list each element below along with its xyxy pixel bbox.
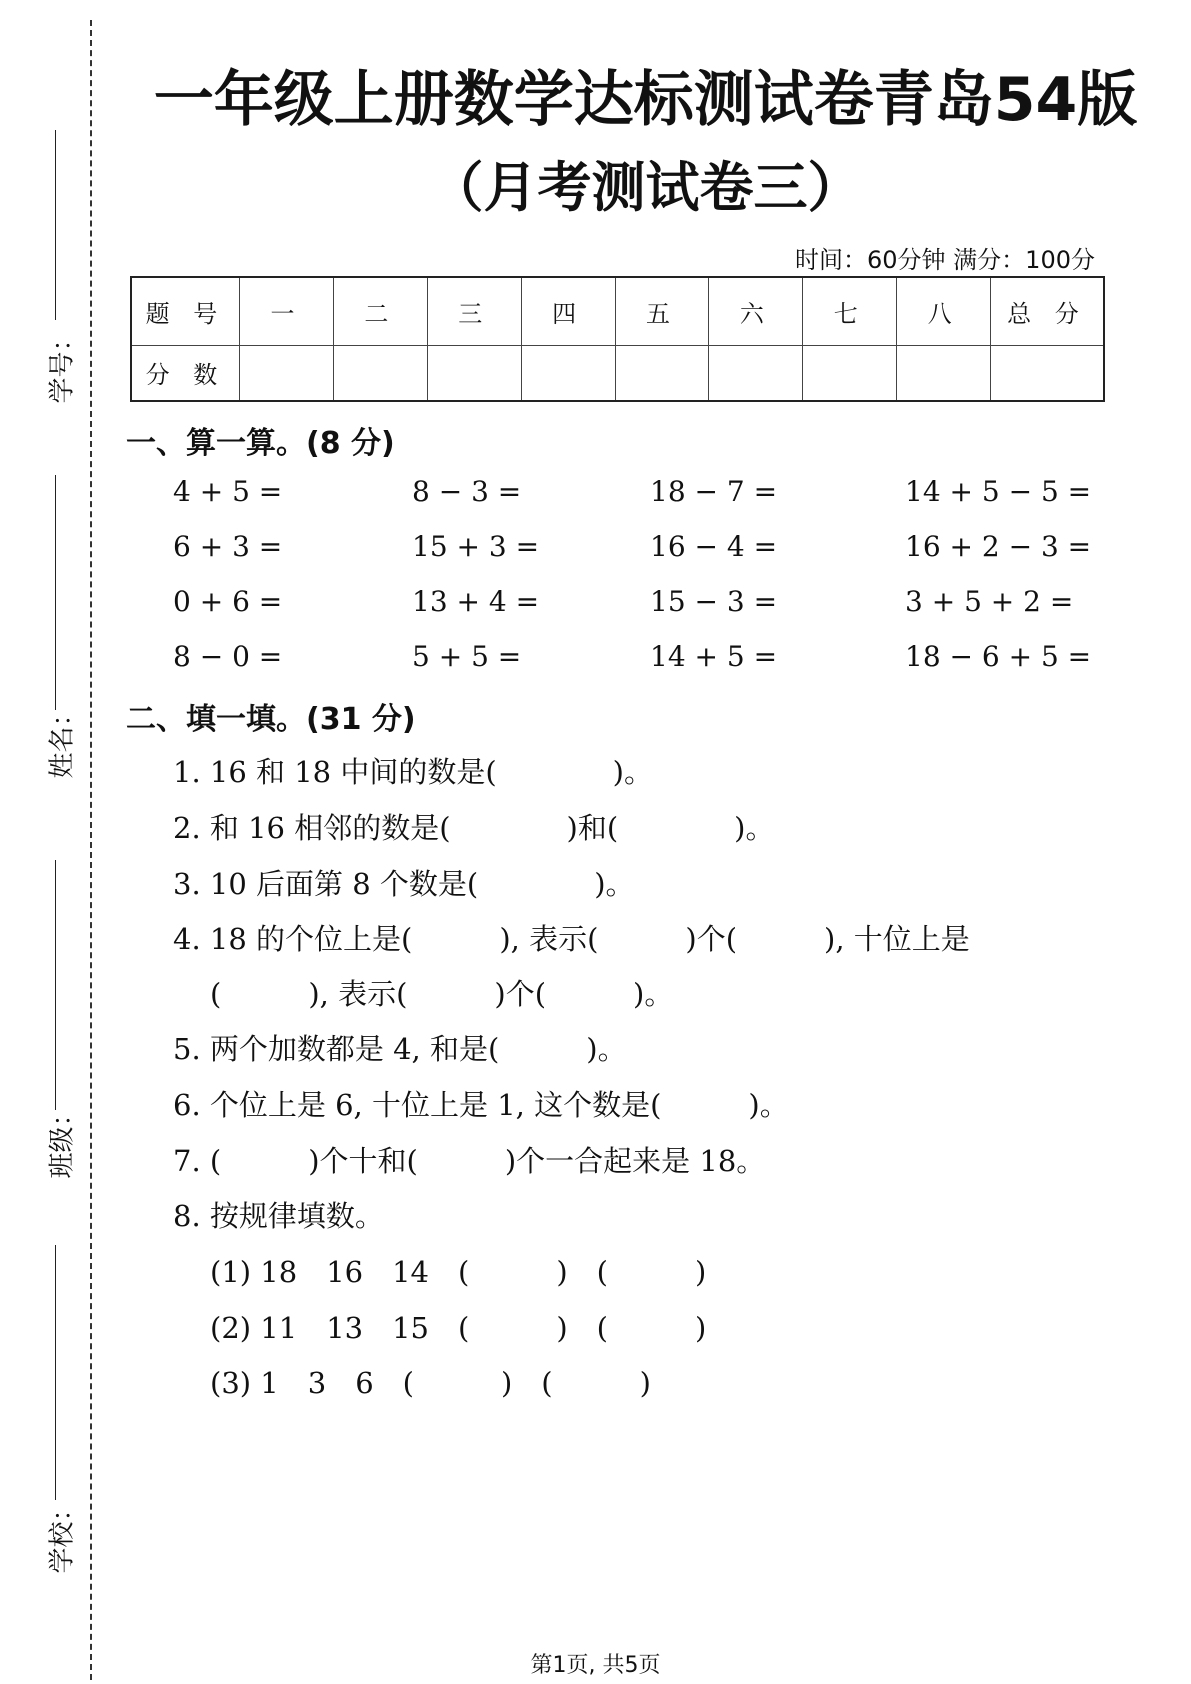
equation: 13 + 4 =	[412, 585, 540, 618]
name-line[interactable]	[55, 475, 56, 710]
header-cell: 一	[240, 277, 334, 345]
equation: 6 + 3 =	[173, 530, 283, 563]
student-id-line[interactable]	[55, 130, 56, 320]
score-cell[interactable]	[709, 345, 803, 401]
row-label: 分 数	[131, 345, 240, 401]
header-cell: 题 号	[131, 277, 240, 345]
fill-in-item: 6. 个位上是 6, 十位上是 1, 这个数是( )。	[173, 1088, 789, 1122]
equation: 16 + 2 − 3 =	[905, 530, 1092, 563]
score-cell[interactable]	[333, 345, 427, 401]
equation: 5 + 5 =	[412, 640, 522, 673]
header-cell: 二	[333, 277, 427, 345]
school-label: 学校：	[47, 1495, 78, 1574]
page-title: 一年级上册数学达标测试卷青岛54版	[153, 65, 1138, 135]
equation: 15 − 3 =	[650, 585, 778, 618]
equation: 0 + 6 =	[173, 585, 283, 618]
score-table-score-row	[131, 345, 1104, 401]
page-footer: 第1页, 共5页	[530, 1653, 661, 1678]
score-cell[interactable]	[427, 345, 521, 401]
equation: 14 + 5 =	[650, 640, 778, 673]
fill-in-item: 8. 按规律填数。	[173, 1199, 384, 1233]
header-cell: 五	[615, 277, 709, 345]
school-line[interactable]	[55, 1245, 56, 1500]
score-table	[130, 276, 1105, 402]
fill-in-item: 1. 16 和 18 中间的数是( )。	[173, 755, 653, 789]
score-cell[interactable]	[615, 345, 709, 401]
equation: 3 + 5 + 2 =	[905, 585, 1074, 618]
score-cell[interactable]	[897, 345, 991, 401]
fill-in-item: 2. 和 16 相邻的数是( )和( )。	[173, 811, 775, 845]
equation: 8 − 3 =	[412, 475, 522, 508]
name-label: 姓名：	[47, 700, 78, 779]
header-cell: 三	[427, 277, 521, 345]
equation: 16 − 4 =	[650, 530, 778, 563]
fill-in-item: 5. 两个加数都是 4, 和是( )。	[173, 1032, 627, 1066]
header-cell: 八	[897, 277, 991, 345]
fill-in-item: 4. 18 的个位上是( ), 表示( )个( ), 十位上是	[173, 922, 970, 956]
fill-in-item: (2) 11 13 15 ( ) ( )	[210, 1311, 707, 1345]
score-cell[interactable]	[240, 345, 334, 401]
exam-meta: 时间：60分钟 满分：100分	[795, 246, 1095, 274]
equation: 14 + 5 − 5 =	[905, 475, 1092, 508]
class-label: 班级：	[47, 1100, 78, 1179]
binding-dashed-line	[90, 20, 92, 1680]
fill-in-item: ( ), 表示( )个( )。	[210, 977, 674, 1011]
header-cell: 六	[709, 277, 803, 345]
section1-heading: 一、算一算。(8 分)	[126, 426, 395, 461]
equation: 4 + 5 =	[173, 475, 283, 508]
score-table-header-row	[131, 277, 1104, 345]
fill-in-item: 7. ( )个十和( )个一合起来是 18。	[173, 1144, 766, 1178]
equation: 18 − 6 + 5 =	[905, 640, 1092, 673]
score-cell[interactable]	[521, 345, 615, 401]
fill-in-item: 3. 10 后面第 8 个数是( )。	[173, 867, 635, 901]
page-subtitle: （月考测试卷三）	[429, 156, 862, 219]
fill-in-item: (1) 18 16 14 ( ) ( )	[210, 1255, 707, 1289]
score-cell[interactable]	[991, 345, 1105, 401]
section2-heading: 二、填一填。(31 分)	[126, 702, 416, 737]
equation: 15 + 3 =	[412, 530, 540, 563]
class-line[interactable]	[55, 860, 56, 1110]
equation: 8 − 0 =	[173, 640, 283, 673]
header-cell: 七	[803, 277, 897, 345]
header-cell: 四	[521, 277, 615, 345]
student-id-label: 学号：	[47, 325, 78, 404]
equation: 18 − 7 =	[650, 475, 778, 508]
header-cell: 总 分	[991, 277, 1105, 345]
score-cell[interactable]	[803, 345, 897, 401]
fill-in-item: (3) 1 3 6 ( ) ( )	[210, 1366, 651, 1400]
